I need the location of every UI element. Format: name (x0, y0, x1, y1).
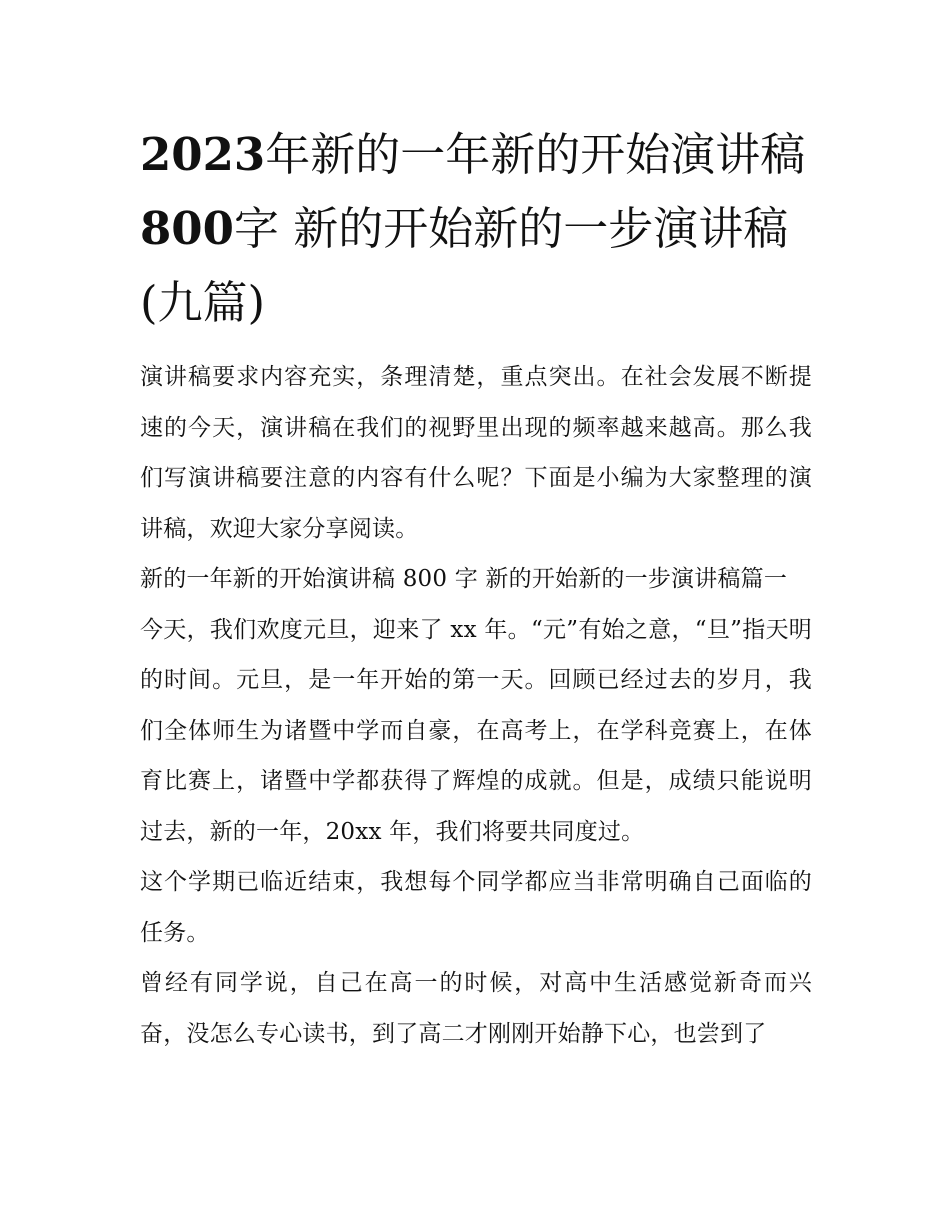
body-paragraph: 曾经有同学说，自己在高一的时候，对高中生活感觉新奇而兴奋，没怎么专心读书，到了高二才刚刚开始静下心，也尝到了 (140, 970, 812, 1047)
body-paragraph: 这个学期已临近结束，我想每个同学都应当非常明确自己面临的任务。 (140, 869, 812, 946)
title-word-count: 800 (140, 202, 234, 255)
title-text-part-2: 字 新的开始新的一步演讲稿(九篇) (140, 202, 789, 329)
intro-paragraph: 演讲稿要求内容充实，条理清楚，重点突出。在社会发展不断提速的今天，演讲稿在我们的视野里出现的频率越来越高。那么我们写演讲稿要注意的内容有什么呢？下面是小编为大家整理的演讲稿，欢迎大家分享阅读。 (140, 364, 812, 542)
body-paragraph: 今天，我们欢度元旦，迎来了 xx 年。“元”有始之意，“旦”指天明的时间。元旦，是一年开始的第一天。回顾已经过去的岁月，我们全体师生为诸暨中学而自豪，在高考上，在学科竞赛上，在体育比赛上，诸暨中学都获得了辉煌的成就。但是，成绩只能说明过去，新的一年，20xx 年，我们将要共同度过。 (140, 616, 812, 845)
document-title (140, 118, 812, 340)
section-heading: 新的一年新的开始演讲稿 800 字 新的开始新的一步演讲稿篇一 (140, 566, 788, 592)
title-year: 2023 (140, 128, 266, 181)
title-text-part-1: 年新的一年新的开始演讲稿 (265, 128, 806, 181)
document-page (140, 118, 812, 1059)
